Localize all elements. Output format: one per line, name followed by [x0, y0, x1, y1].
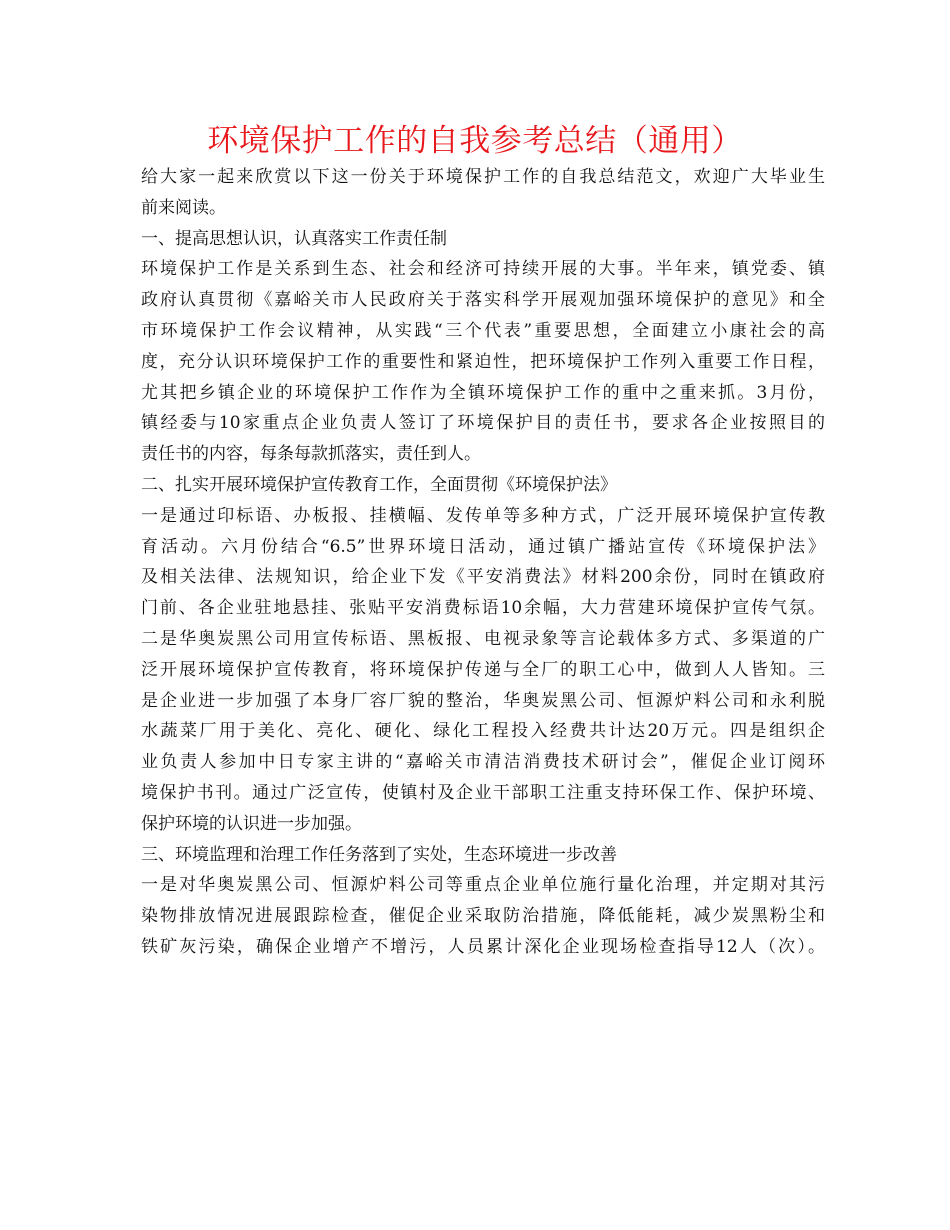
- text-line: 及相关法律、法规知识，给企业下发《平安消费法》材料200余份，同时在镇政府: [141, 567, 825, 588]
- text-line: 给大家一起来欣赏以下这一份关于环境保护工作的自我总结范文，欢迎广大毕业生: [141, 167, 825, 187]
- text-line: 度，充分认识环境保护工作的重要性和紧迫性，把环境保护工作列入重要工作日程，: [141, 351, 825, 372]
- text-line: 业负责人参加中日专家主讲的“嘉峪关市清洁消费技术研讨会”，催促企业订阅环: [141, 752, 825, 773]
- text-line: 保护环境的认识进一步加强。: [141, 813, 362, 834]
- text-line: 三、环境监理和治理工作任务落到了实处，生态环境进一步改善: [141, 844, 617, 865]
- text-line: 环境保护工作是关系到生态、社会和经济可持续开展的大事。半年来，镇党委、镇: [141, 259, 825, 280]
- text-line: 铁矿灰污染，确保企业增产不增污，人员累计深化企业现场检查指导12人（次）。: [141, 936, 825, 957]
- text-line: 一、提高思想认识，认真落实工作责任制: [141, 228, 447, 249]
- document-body: [141, 162, 825, 963]
- text-line: 水蔬菜厂用于美化、亮化、硬化、绿化工程投入经费共计达20万元。四是组织企: [141, 721, 825, 742]
- text-line: 一是对华奥炭黑公司、恒源炉料公司等重点企业单位施行量化治理，并定期对其污: [141, 875, 825, 896]
- text-line: 镇经委与10家重点企业负责人签订了环境保护目的责任书，要求各企业按照目的: [141, 413, 825, 434]
- document-title: 环境保护工作的自我参考总结（通用）: [207, 123, 743, 159]
- text-line: 一是通过印标语、办板报、挂横幅、发传单等多种方式，广泛开展环境保护宣传教: [141, 505, 825, 526]
- text-line: 染物排放情况进展跟踪检查，催促企业采取防治措施，降低能耗，减少炭黑粉尘和: [141, 906, 825, 927]
- text-line: 育活动。六月份结合“6.5”世界环境日活动，通过镇广播站宣传《环境保护法》: [141, 536, 825, 557]
- text-line: 二、扎实开展环境保护宣传教育工作，全面贯彻《环境保护法》: [141, 474, 617, 495]
- text-line: 市环境保护工作会议精神，从实践“三个代表”重要思想，全面建立小康社会的高: [141, 320, 825, 341]
- text-line: 前来阅读。: [141, 197, 226, 218]
- text-line: 政府认真贯彻《嘉峪关市人民政府关于落实科学开展观加强环境保护的意见》和全: [141, 290, 825, 311]
- text-line: 境保护书刊。通过广泛宣传，使镇村及企业干部职工注重支持环保工作、保护环境、: [141, 782, 825, 803]
- text-line: 门前、各企业驻地悬挂、张贴平安消费标语10余幅，大力营建环境保护宣传气氛。: [141, 598, 825, 619]
- text-line: 是企业进一步加强了本身厂容厂貌的整治，华奥炭黑公司、恒源炉料公司和永利脱: [141, 690, 825, 711]
- text-line: 责任书的内容，每条每款抓落实，责任到人。: [141, 444, 481, 465]
- text-line: 二是华奥炭黑公司用宣传标语、黑板报、电视录象等言论载体多方式、多渠道的广: [141, 628, 825, 649]
- text-line: 泛开展环境保护宣传教育，将环境保护传递与全厂的职工心中，做到人人皆知。三: [141, 659, 825, 680]
- text-line: 尤其把乡镇企业的环境保护工作作为全镇环境保护工作的重中之重来抓。3月份，: [141, 382, 825, 403]
